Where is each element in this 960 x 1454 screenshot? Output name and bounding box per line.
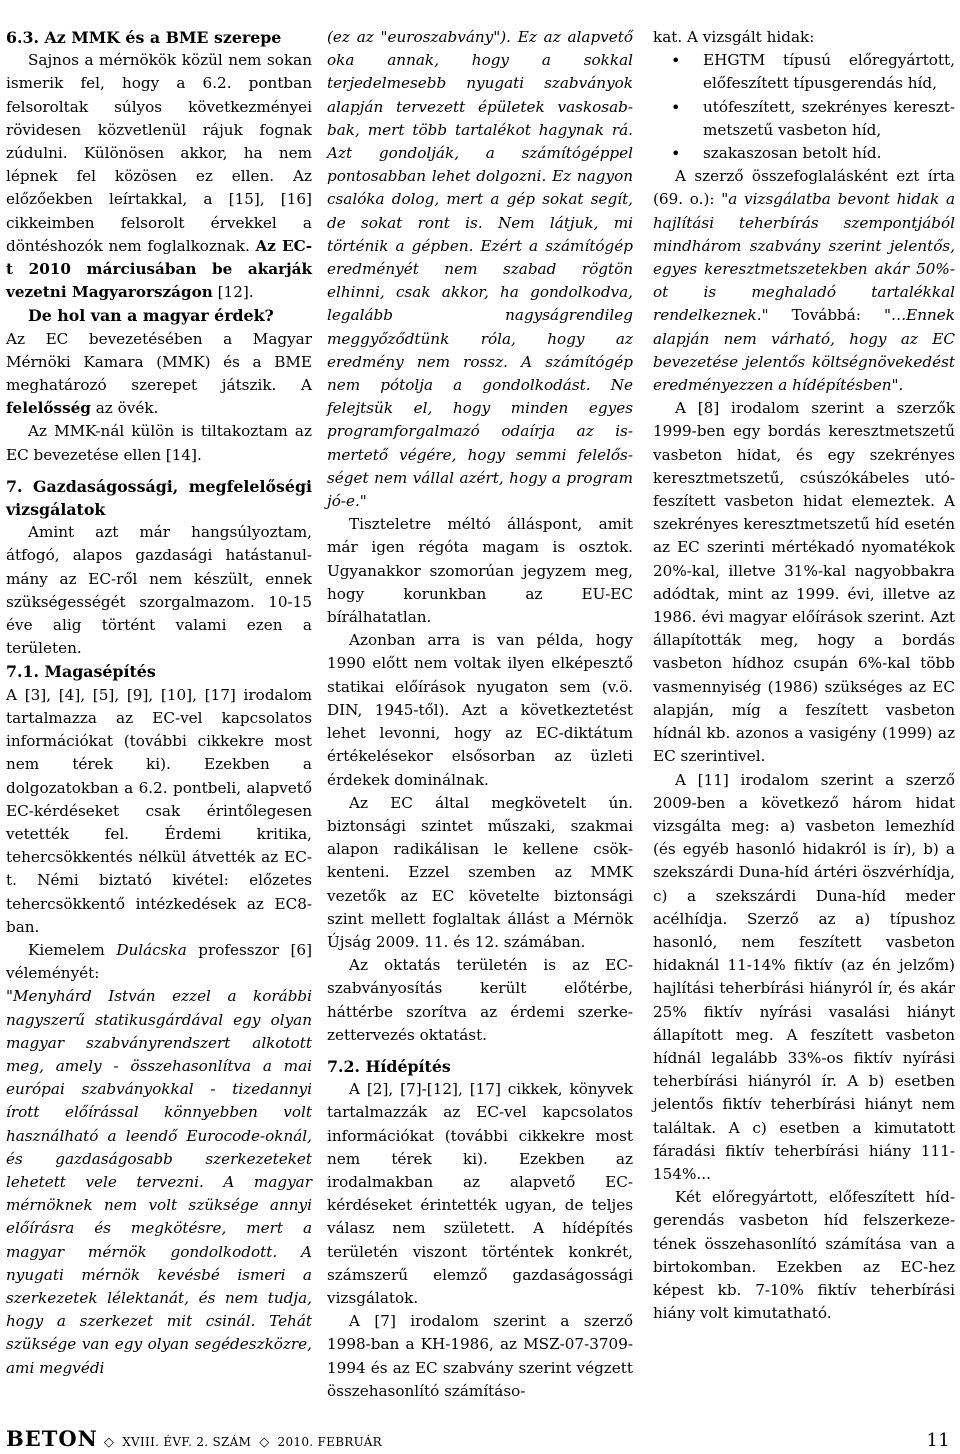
paragraph: A [2], [7]-[12], [17] cikkek, könyvek tartalmazzák az EC-vel kapcsolatos információkat (további cikkekre most nem térek ki). Ezekben az irodalmakban az alapvető EC-kérdéseket érintették ugyan, de teljes válasz nem született. A hídépítés területén viszont történtek konkrét, számszerű elemző gazdaságossági vizsgálatok. [327, 1080, 633, 1307]
paragraph: Az EC bevezetésében a Magyar Mérnöki Kamara (MMK) és a BME meghatározó szerepet játszik. A felelősség az övék. [6, 329, 312, 418]
paragraph: Kiemelem Dulácska professzor [6] véleményét: [6, 940, 312, 983]
section-heading-7-2: 7.2. Hídépítés [327, 1056, 451, 1076]
diamond-icon: ◇ [103, 1435, 115, 1450]
paragraph: A [7] irodalom szerint a szerző 1998-ban a KH-1986, az MSZ-07-3709-1994 és az EC szabvány szerint végzett összehasonlító számításo- [327, 1312, 633, 1400]
paragraph: Az EC által megkövetelt ún. biztonsági szintet műszaki, szakmai alapon radikálisan le kellene csökkenteni. Ezzel szemben az MMK vezetők az EC követelte biztonsági szint mellett foglaltak állást a Mérnök Újság 2009. 11. és 12. számában. [327, 793, 633, 951]
column-3 [653, 26, 955, 1325]
paragraph: Az MMK-nál külön is tiltakoztam az EC bevezetése ellen [14]. [6, 422, 312, 464]
bold-word: felelősség [6, 399, 91, 418]
paragraph-lead: kat. A vizsgált hidak: [653, 28, 815, 46]
issue-info: XVIII. ÉVF. 2. SZÁM [122, 1435, 252, 1449]
paragraph: A [3], [4], [5], [9], [10], [17] irodalom tartalmazza az EC-vel kapcsolatos információkat (további cikkekre most nem térek ki). Ezekben a dolgozatokban a 6.2. pontbeli, alapvető EC-kérdéseket csak érintőlegesen vetették fel. Érdemi kritika, tehercsökkentés nélkül átvették az EC-t. Némi biztató kivétel: előzetes tehercsökkentő intézkedések az EC8-ban. [6, 685, 312, 936]
list-item: • utófeszített, szekrényes keresztmetszetű vasbeton híd, [703, 96, 955, 142]
paragraph: A szerző összefoglalásként ezt írta (69. o.): "a vizsgálatba bevont hidak a hajlítási teherbírás szempontjából mindhárom szabvány szerint jelentős, egyes keresztmetszetekben akár 50%-ot is meghaladó tartalékkal rendelkeznek." Továbbá: "…Ennek alapján nem várható, hogy az EC bevezetése jelentős költségnövekedést eredményezzen a hídépítésben". [653, 167, 955, 395]
list-item: • szakaszosan betolt híd. [703, 142, 955, 165]
section-heading-6-3: 6.3. Az MMK és a BME szerepe [6, 28, 282, 47]
section-heading-7: 7. Gazdaságossági, megfelelőségi vizsgálatok [6, 476, 312, 520]
diamond-icon: ◇ [259, 1435, 270, 1450]
paragraph: Két előregyártott, előfeszített hídgerendás vasbeton híd felszerkezetének összehasonlító számítása van a birtokomban. Ezekben az EC-hez képest kb. 7-10% fiktív teherbírási hiány volt kimutatható. [653, 1188, 955, 1323]
paragraph: Azonban arra is van példa, hogy 1990 előtt nem voltak ilyen elképesztő statikai előírások nyugaton sem (v.ö. DIN, 1945-től). Azt a következtetést lehet levonni, hogy az EC-diktátum értékelésekor elsősorban az üzleti érdekek dominálnak. [327, 631, 633, 789]
paragraph: Amint azt már hangsúlyoztam, átfogó, alapos gazdasági hatástanulmány az EC-ről nem készült, ennek szükségességét szorgalmazom. 10-15 éve alig történt valami ezen a területen. [6, 523, 312, 658]
italic-name: Dulácska [116, 940, 187, 959]
column-2 [327, 26, 633, 1403]
quote: "Menyhárd István ezzel a korábbi nagyszerű statikusgárdával egy olyan magyar szabványrendszert alkotott meg, amely - összehasonlítva a mai európai szabványokkal - tizedannyi írott előírással könnyebben volt használható a leendő Eurocode-oknál, és gazdaságosabb szerkezeteket lehetett vele tervezni. A magyar mérnöknek nem volt szüksége annyi előírásra és megkötésre, mert a magyar mérnök gondolkodott. A nyugati mérnök kevésbé ismeri a szerkezetek lélektanát, és nem tudja, hogy a szerkezet mit csinál. Tehát szüksége van egy olyan segédeszközre, ami megvédi [6, 987, 312, 1377]
column-1 [6, 26, 312, 1380]
bridge-list [653, 49, 955, 165]
paragraph: A [8] irodalom szerint a szerzők 1999-ben egy bordás keresztmetszetű vasbeton hidat, és egy szekrényes keresztmetszetű, csúszókábeles utófeszített vasbeton hidat elemeztek. A szekrényes keresztmetszetű híd esetén az EC szerinti mértékadó nyomatékok 20%-kal, illetve 31%-kal nagyobbakra adódtak, mint az 1999. évi, illetve az 1986. évi magyar előírások szerint. Azt állapították meg, hogy a bordás vasbeton hídhoz csupán 6%-kal több vasmennyiség (1986) szükséges az EC alapján, míg a feszített vasbeton hídnál kb. azonos a vasigény (1999) az EC szerintivel. [653, 399, 955, 766]
paragraph: A [11] irodalom szerint a szerző 2009-ben a következő három hidat vizsgálta meg: a) vasbeton lemezhíd (és egyéb hasonló hidakról is ír), b) a szekszárdi Duna-híd ártéri öszvérhídja, c) a szekszárdi Duna-híd meder acélhídja. Szerző az a) típushoz hasonló, nem feszített vasbeton hidaknál 11-14% fiktív (az én jelzőm) hajlítási teherbírási hiányról ír, és akár 25% fiktív nyírási vasalási hiányt állapított meg. A feszített vasbeton hídnál legalább 33%-os fiktív nyírási teherbírási hiányról ír. A b) esetben jelentős fiktív teherbírási hiányt nem találtak. A c) esetben a kimutatott fáradási fiktív teherbírási hiány 111-154%... [653, 770, 955, 1183]
paragraph: Sajnos a mérnökök közül nem sokan ismerik fel, hogy a 6.2. pontban felsoroltak súlyos következményei rövidesen közvetlenül rájuk fognak zúdulni. Különösen akkor, ha nem lépnek fel közösen ez ellen. Az előzőekben leírtakkal, a [15], [16] cikkeimben felsorolt érvekkel a döntéshozók nem foglalkoznak. Az EC-t 2010 márciusában be akarják vezetni Magyarországon [12]. [6, 51, 313, 302]
paragraph: Az oktatás területén is az EC-szabványosítás került előtérbe, háttérbe szorítva az érdemi szerkezettervezés oktatást. [327, 956, 633, 1044]
issue-date: 2010. FEBRUÁR [277, 1435, 382, 1449]
page-number: 11 [926, 1430, 950, 1451]
section-heading-7-1: 7.1. Magasépítés [6, 662, 156, 682]
list-item: • EHGTM típusú előregyártott, előfeszített típusgerendás híd, [703, 49, 955, 95]
journal-name: BETON [6, 1426, 98, 1451]
bold-question: De hol van a magyar érdek? [28, 306, 274, 326]
bold-phrase: Az EC-t 2010 márciusában be akarják vezetni Magyarországon [6, 236, 313, 302]
page-footer [6, 1426, 950, 1452]
paragraph: Tiszteletre méltó álláspont, amit már igen régóta magam is osztok. Ugyanakkor szomorúan jegyzem meg, hogy korunkban az EU-EC bírálhatatlan. [327, 515, 633, 627]
quote-continued: (ez az "euroszabvány"). Ez az alapvető oka annak, hogy a sokkal terjedelmesebb nyugati szabványok alapján tervezett épületek vaskosabbak, mert több tartalékot hagynak rá. Azt gondolják, a számítógéppel pontosabban lehet dolgozni. Ez nagyon csalóka dolog, mert a gép sokat segít, de sokat ront is. Nem látjuk, mi történik a gépben. Ezért a számítógép eredményét nem szabad rögtön elhinni, csak akkor, ha gondolkodva, legalább nagyságrendileg meggyőződtünk róla, hogy az eredmény nem rossz. A számítógép nem pótolja a gondolkodást. Ne felejtsük el, hogy minden egyes programforgalmazó odaírja az ismertető végére, hogy semmi felelősséget nem vállal azért, hogy a program jó-e." [327, 28, 633, 511]
